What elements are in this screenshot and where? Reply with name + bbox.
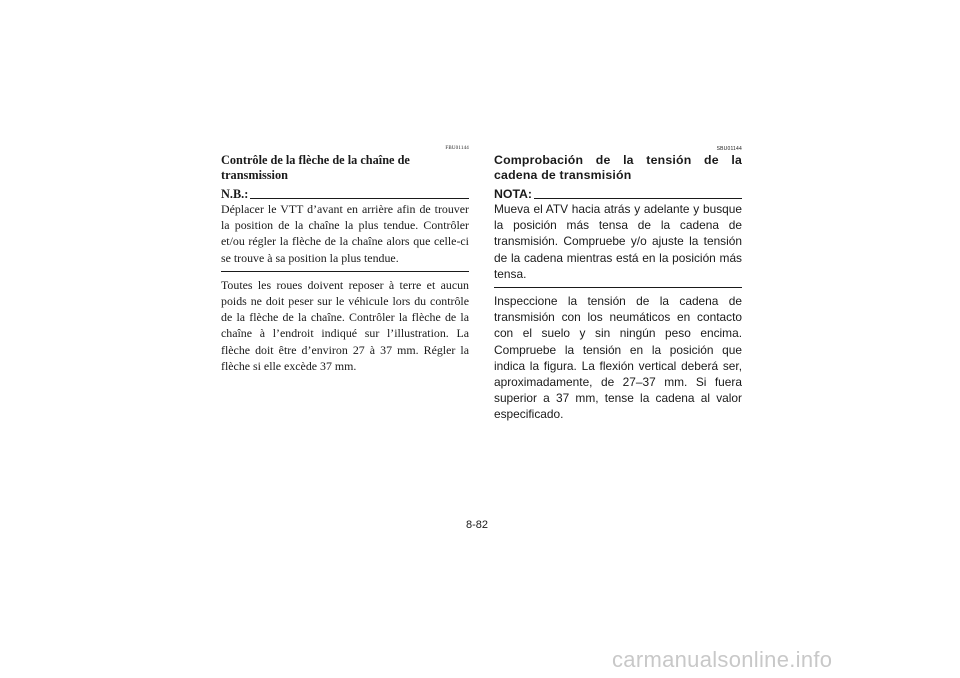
french-column — [221, 146, 469, 374]
note-end-rule — [221, 271, 469, 272]
section-heading: Contrôle de la flèche de la chaîne de transmission — [221, 153, 410, 182]
section-heading: Comprobación de la tensión de la cadena de transmisión — [494, 153, 742, 182]
spanish-column — [494, 146, 742, 423]
note-text: Déplacer le VTT d’avant en arrière afin de trouver la position de la chaîne la plus tendue. Contrôler et/ou régler la flèche de la chaîne alors que celle-ci se trouve à sa position la plus tendue. — [221, 202, 469, 265]
note-end-rule — [494, 287, 742, 288]
watermark: carmanualsonline.info — [612, 647, 833, 672]
note-label: NOTA: — [494, 187, 533, 201]
page-number: 8-82 — [466, 519, 489, 531]
section-code: SBU01144 — [716, 146, 742, 152]
note-header — [221, 185, 469, 201]
section-code: FBU01144 — [445, 146, 469, 151]
note-rule — [250, 198, 469, 199]
body-text: Toutes les roues doivent reposer à terre et aucun poids ne doit peser sur le véhicule lors du contrôle de la flèche de la chaîne. Contrôler la flèche de la chaîne à l’endroit indiqué sur l’illustration. La flèche doit être d’environ 27 à 37 mm. Régler la flèche si elle excède 37 mm. — [221, 277, 469, 373]
note-text: Mueva el ATV hacia atrás y adelante y busque la posición más tensa de la cadena de transmisión. Compruebe y/o ajuste la tensión de la cadena mientras está en la posición más tensa. — [494, 202, 742, 281]
note-label: N.B.: — [221, 187, 249, 201]
body-text: Inspeccione la tensión de la cadena de transmisión con los neumáticos en contacto con el suelo y sin ningún peso encima. Compruebe la tensión en la posición que indica la figura. La flexión vertical deberá ser, aproximadamente, de 27–37 mm. Si fuera superior a 37 mm, tense la cadena al valor especificado. — [494, 294, 742, 422]
note-rule — [534, 198, 742, 199]
note-header — [494, 185, 742, 201]
